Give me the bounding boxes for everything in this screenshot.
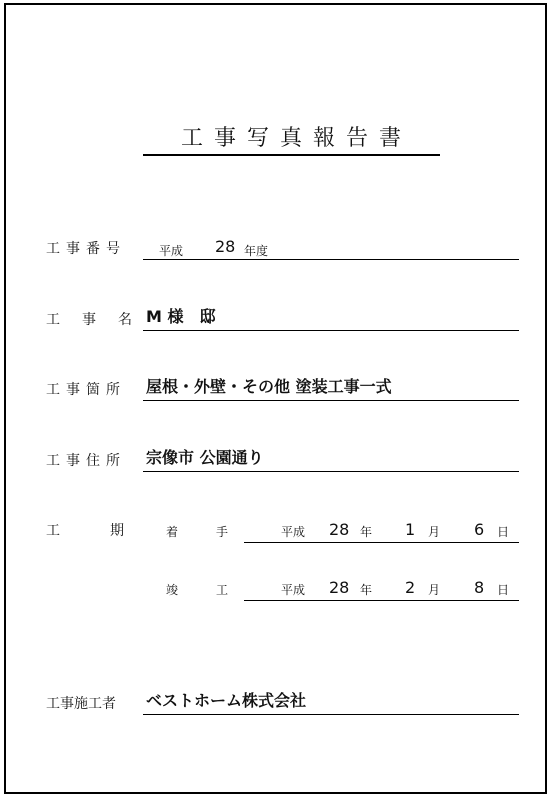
koki-start-year-unit: 年 xyxy=(360,525,373,539)
sekosha-underline xyxy=(143,714,519,715)
koji-kasho-underline xyxy=(143,400,519,401)
koki-start-month-unit: 月 xyxy=(428,525,441,539)
koji-jusho-value: 宗像市 公園通り xyxy=(146,448,264,467)
koki-end-month: 2 xyxy=(405,578,416,597)
document-title: 工事写真報告書 xyxy=(143,126,440,156)
koki-start-day-unit: 日 xyxy=(497,525,510,539)
koji-bango-era: 平成 xyxy=(159,244,184,258)
koji-bango-year: 28 xyxy=(215,237,236,256)
koki-end-label: 竣工 xyxy=(166,583,267,597)
koki-end-year: 28 xyxy=(329,578,350,597)
koki-start-underline xyxy=(244,542,519,543)
koji-kasho-value: 屋根・外壁・その他 塗装工事一式 xyxy=(146,377,392,396)
koji-jusho-label: 工事住所 xyxy=(46,453,126,469)
sekosha-label: 工事施工者 xyxy=(46,696,116,712)
koki-start-label: 着手 xyxy=(166,525,267,539)
koji-bango-unit: 年度 xyxy=(244,244,269,258)
koji-mei-underline xyxy=(143,330,519,331)
koki-end-day: 8 xyxy=(474,578,485,597)
koki-end-underline xyxy=(244,600,519,601)
koki-label: 工期 xyxy=(46,523,174,539)
koki-start-month: 1 xyxy=(405,520,416,539)
koji-mei-label: 工事名 xyxy=(46,312,154,328)
koki-start-year: 28 xyxy=(329,520,350,539)
koji-bango-label: 工事番号 xyxy=(46,241,126,257)
koji-kasho-label: 工事箇所 xyxy=(46,382,126,398)
koki-start-day: 6 xyxy=(474,520,485,539)
koki-start-era: 平成 xyxy=(281,525,306,539)
sekosha-value: ベストホーム株式会社 xyxy=(146,691,307,710)
koji-bango-underline xyxy=(143,259,519,260)
koji-jusho-underline xyxy=(143,471,519,472)
koki-end-month-unit: 月 xyxy=(428,583,441,597)
koki-end-day-unit: 日 xyxy=(497,583,510,597)
koki-end-year-unit: 年 xyxy=(360,583,373,597)
koki-end-era: 平成 xyxy=(281,583,306,597)
koji-mei-value: M 様 邸 xyxy=(146,307,216,326)
